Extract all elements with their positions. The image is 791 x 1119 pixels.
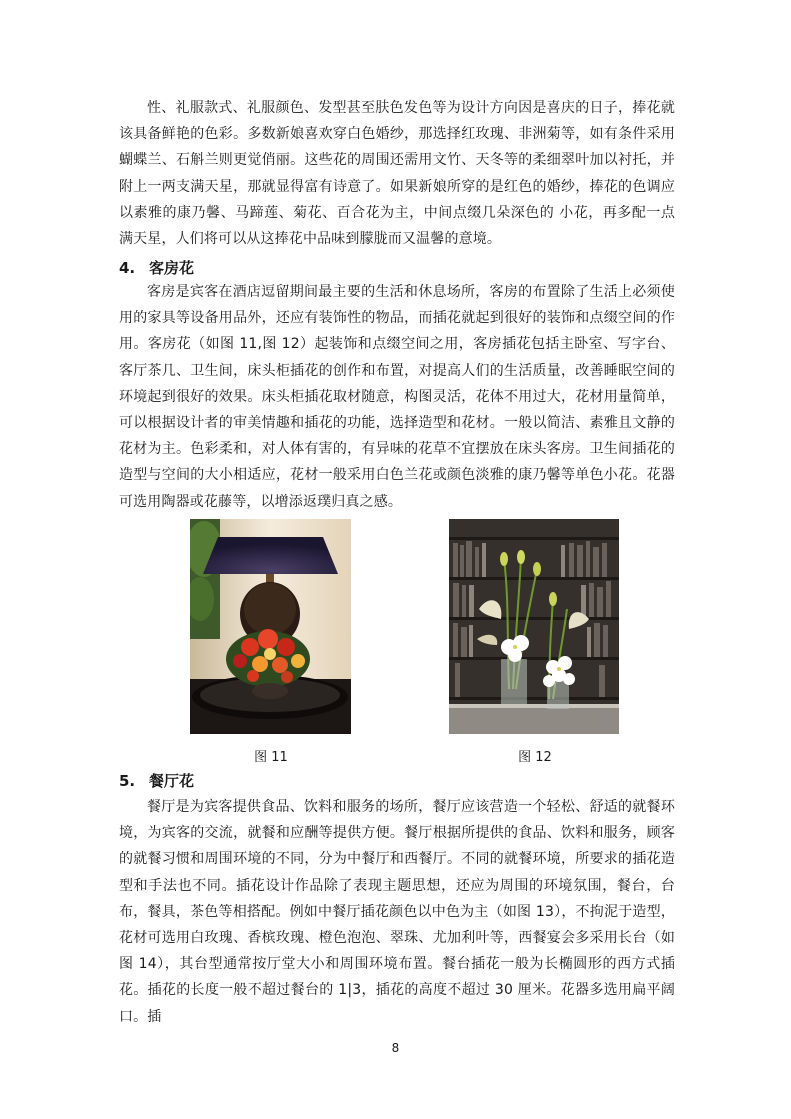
bedside-flower-photo (190, 519, 351, 734)
section-heading-guest-room (119, 257, 194, 278)
orchid-arrangement-photo (449, 519, 619, 734)
section-heading-restaurant (119, 770, 194, 791)
paragraph-guest-room: 客房是宾客在酒店逗留期间最主要的生活和休息场所，客房的布置除了生活上必须使用的家具等设备用品外，还应有装饰性的物品，而插花就起到很好的装饰和点缀空间的作用。客房花（如图 11,图 12）起装饰和点缀空间之用，客房插花包括主卧室、写字台、客厅茶几、卫生间，床头柜插花的创作和布置，对提高人们的生活质量，改善睡眠空间的环境起到很好的效果。床头柜插花取材随意，构图灵活，花体不用过大，花材用量简单，可以根据设计者的审美情趣和插花的功能，选择造型和花材。一般以简洁、素雅且文静的花材为主。色彩柔和，对人体有害的，有异味的花草不宜摆放在床头客房。卫生间插花的造型与空间的大小相适应，花材一般采用白色兰花或颜色淡雅的康乃馨等单色小花。花器可选用陶器或花藤等，以增添返璞归真之感。 (119, 284, 675, 510)
section-number: 4. (119, 259, 136, 277)
figure-11-caption: 图 11 (254, 750, 288, 765)
section-title: 餐厅花 (149, 772, 195, 790)
section-number: 5. (119, 772, 136, 790)
figure-11-image (190, 519, 351, 734)
page-number: 8 (391, 1041, 400, 1055)
paragraph-bridal-bouquet: 性、礼服款式、礼服颜色、发型甚至肤色发色等为设计方向因是喜庆的日子，捧花就该具备鲜艳的色彩。多数新娘喜欢穿白色婚纱，那选择红玫瑰、非洲菊等，如有条件采用蝴蝶兰、石斛兰则更觉俏丽。这些花的周围还需用文竹、天冬等的柔细翠叶加以衬托，并附上一两支满天星，那就显得富有诗意了。如果新娘所穿的是红色的婚纱，捧花的色调应以素雅的康乃馨、马蹄莲、菊花、百合花为主，中间点缀几朵深色的 小花，再多配一点满天星，人们将可以从这捧花中品味到朦胧而又温馨的意境。 (119, 100, 675, 248)
figure-12-image (449, 519, 619, 734)
paragraph-restaurant: 餐厅是为宾客提供食品、饮料和服务的场所，餐厅应该营造一个轻松、舒适的就餐环境，为宾客的交流，就餐和应酬等提供方便。餐厅根据所提供的食品、饮料和服务，顾客的就餐习惯和周围环境的不同，分为中餐厅和西餐厅。不同的就餐环境，所要求的插花造型和手法也不同。插花设计作品除了表现主题思想，还应为周围的环境氛围，餐台，台布，餐具，茶色等相搭配。例如中餐厅插花颜色以中色为主（如图 13），不拘泥于造型，花材可选用白玫瑰、香槟玫瑰、橙色泡泡、翠珠、尤加利叶等，西餐宴会多采用长台（如图 14），其台型通常按厅堂大小和周围环境布置。餐台插花一般为长椭圆形的西方式插花。插花的长度一般不超过餐台的 1|3，插花的高度不超过 30 厘米。花器多选用扁平阔口。插 (119, 799, 675, 1025)
section-title: 客房花 (149, 259, 195, 277)
figure-12-caption: 图 12 (518, 750, 552, 765)
